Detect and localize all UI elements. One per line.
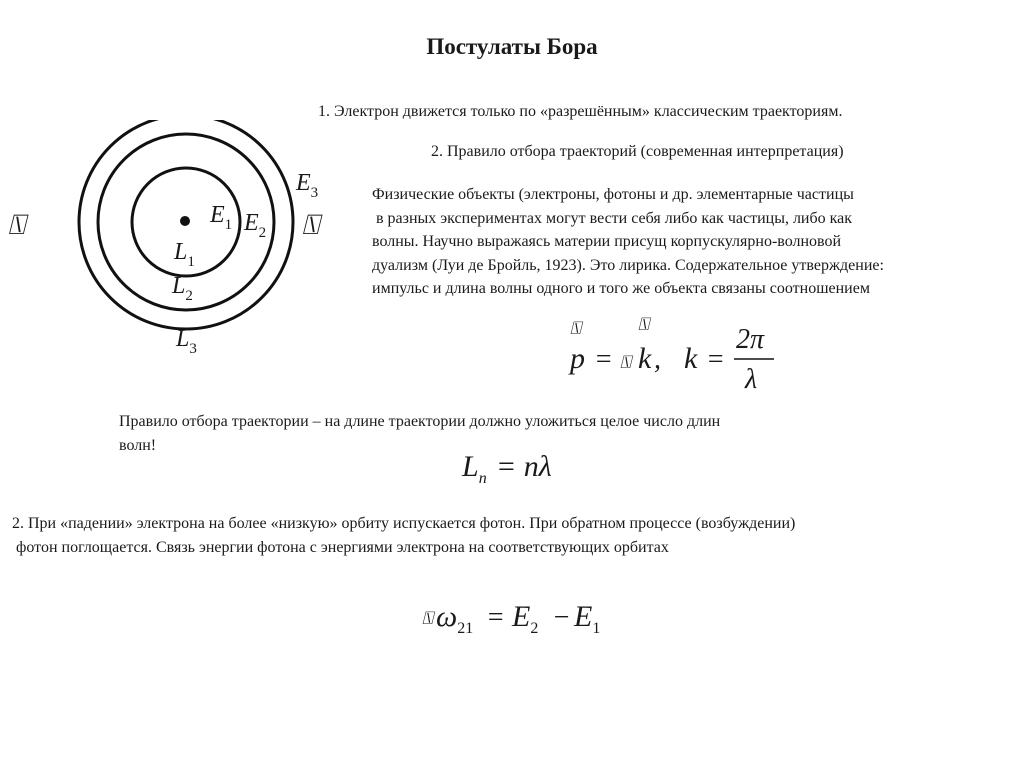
bohr-orbit-diagram — [0, 120, 340, 370]
formula-denominator: λ — [745, 364, 758, 392]
selection-line: Правило отбора траектории – на длине траектории должно уложиться целое число длин — [119, 413, 721, 430]
formula-omega: $\omega_{21}$ — [436, 600, 474, 637]
formula-rhs: = nλ — [496, 450, 552, 483]
formula-equals: = — [594, 344, 613, 375]
formula-energy — [420, 596, 610, 640]
formula-k: k — [638, 342, 652, 375]
selection-paragraph — [119, 410, 720, 457]
formula-length — [458, 446, 578, 490]
orbit-label-1: $L_1$ — [174, 239, 195, 270]
formula-L: $L_n$ — [462, 450, 487, 487]
formula-E1: $E_1$ — [574, 600, 601, 637]
formula-minus: − — [552, 602, 571, 633]
nucleus — [180, 216, 190, 226]
orbit-label-2: $L_2$ — [172, 273, 193, 304]
energy-label-1: $E_1$ — [210, 202, 233, 233]
postulate-2-line: 2. При «падении» электрона на более «низкую» орбиту испускается фотон. При обратном процессе (возбуждении) — [12, 515, 796, 532]
energy-label-2: $E_2$ — [244, 210, 267, 241]
selection-line: волн! — [119, 436, 157, 454]
formula-momentum — [560, 312, 790, 392]
formula-comma: , — [654, 344, 661, 375]
physics-line: волны. Научно выражаясь материи присущ корпускулярно-волновой — [372, 233, 842, 250]
formula-k2: k — [684, 342, 698, 375]
formula-numerator: 2π — [736, 324, 765, 355]
physics-line: в разных экспериментах могут вести себя либо как частицы, либо как — [372, 209, 853, 227]
rule-heading: 2. Правило отбора траекторий (современная интерпретация) — [431, 143, 844, 160]
orbit-label-3: $L_3$ — [176, 326, 197, 357]
missing-glyph-icon: ⍂ — [422, 608, 433, 629]
formula-eq: = — [486, 602, 505, 633]
missing-glyph-right-icon: ⍂ — [302, 208, 319, 241]
postulate-1: 1. Электрон движется только по «разрешённым» классическим траекториям. — [318, 103, 843, 120]
energy-label-3: $E_3$ — [296, 170, 319, 201]
physics-paragraph — [372, 183, 884, 301]
page-title: Постулаты Бора — [426, 34, 598, 59]
physics-line: дуализм (Луи де Бройль, 1923). Это лирика. Содержательное утверждение: — [372, 256, 884, 274]
postulate-2-paragraph — [12, 512, 795, 559]
missing-glyph-left-icon: ⍂ — [8, 208, 25, 241]
physics-line: Физические объекты (электроны, фотоны и др. элементарные частицы — [372, 186, 854, 203]
physics-line: импульс и длина волны одного и того же объекта связаны соотношением — [372, 280, 870, 297]
missing-glyph-icon: ⍂ — [638, 314, 649, 335]
formula-equals-2: = — [706, 344, 725, 375]
formula-p: p — [570, 342, 585, 375]
missing-glyph-icon: ⍂ — [620, 352, 631, 373]
missing-glyph-icon: ⍂ — [570, 318, 581, 339]
postulate-2-line: фотон поглощается. Связь энергии фотона с энергиями электрона на соответствующих орбитах — [12, 538, 669, 556]
formula-E2: $E_2$ — [512, 600, 539, 637]
